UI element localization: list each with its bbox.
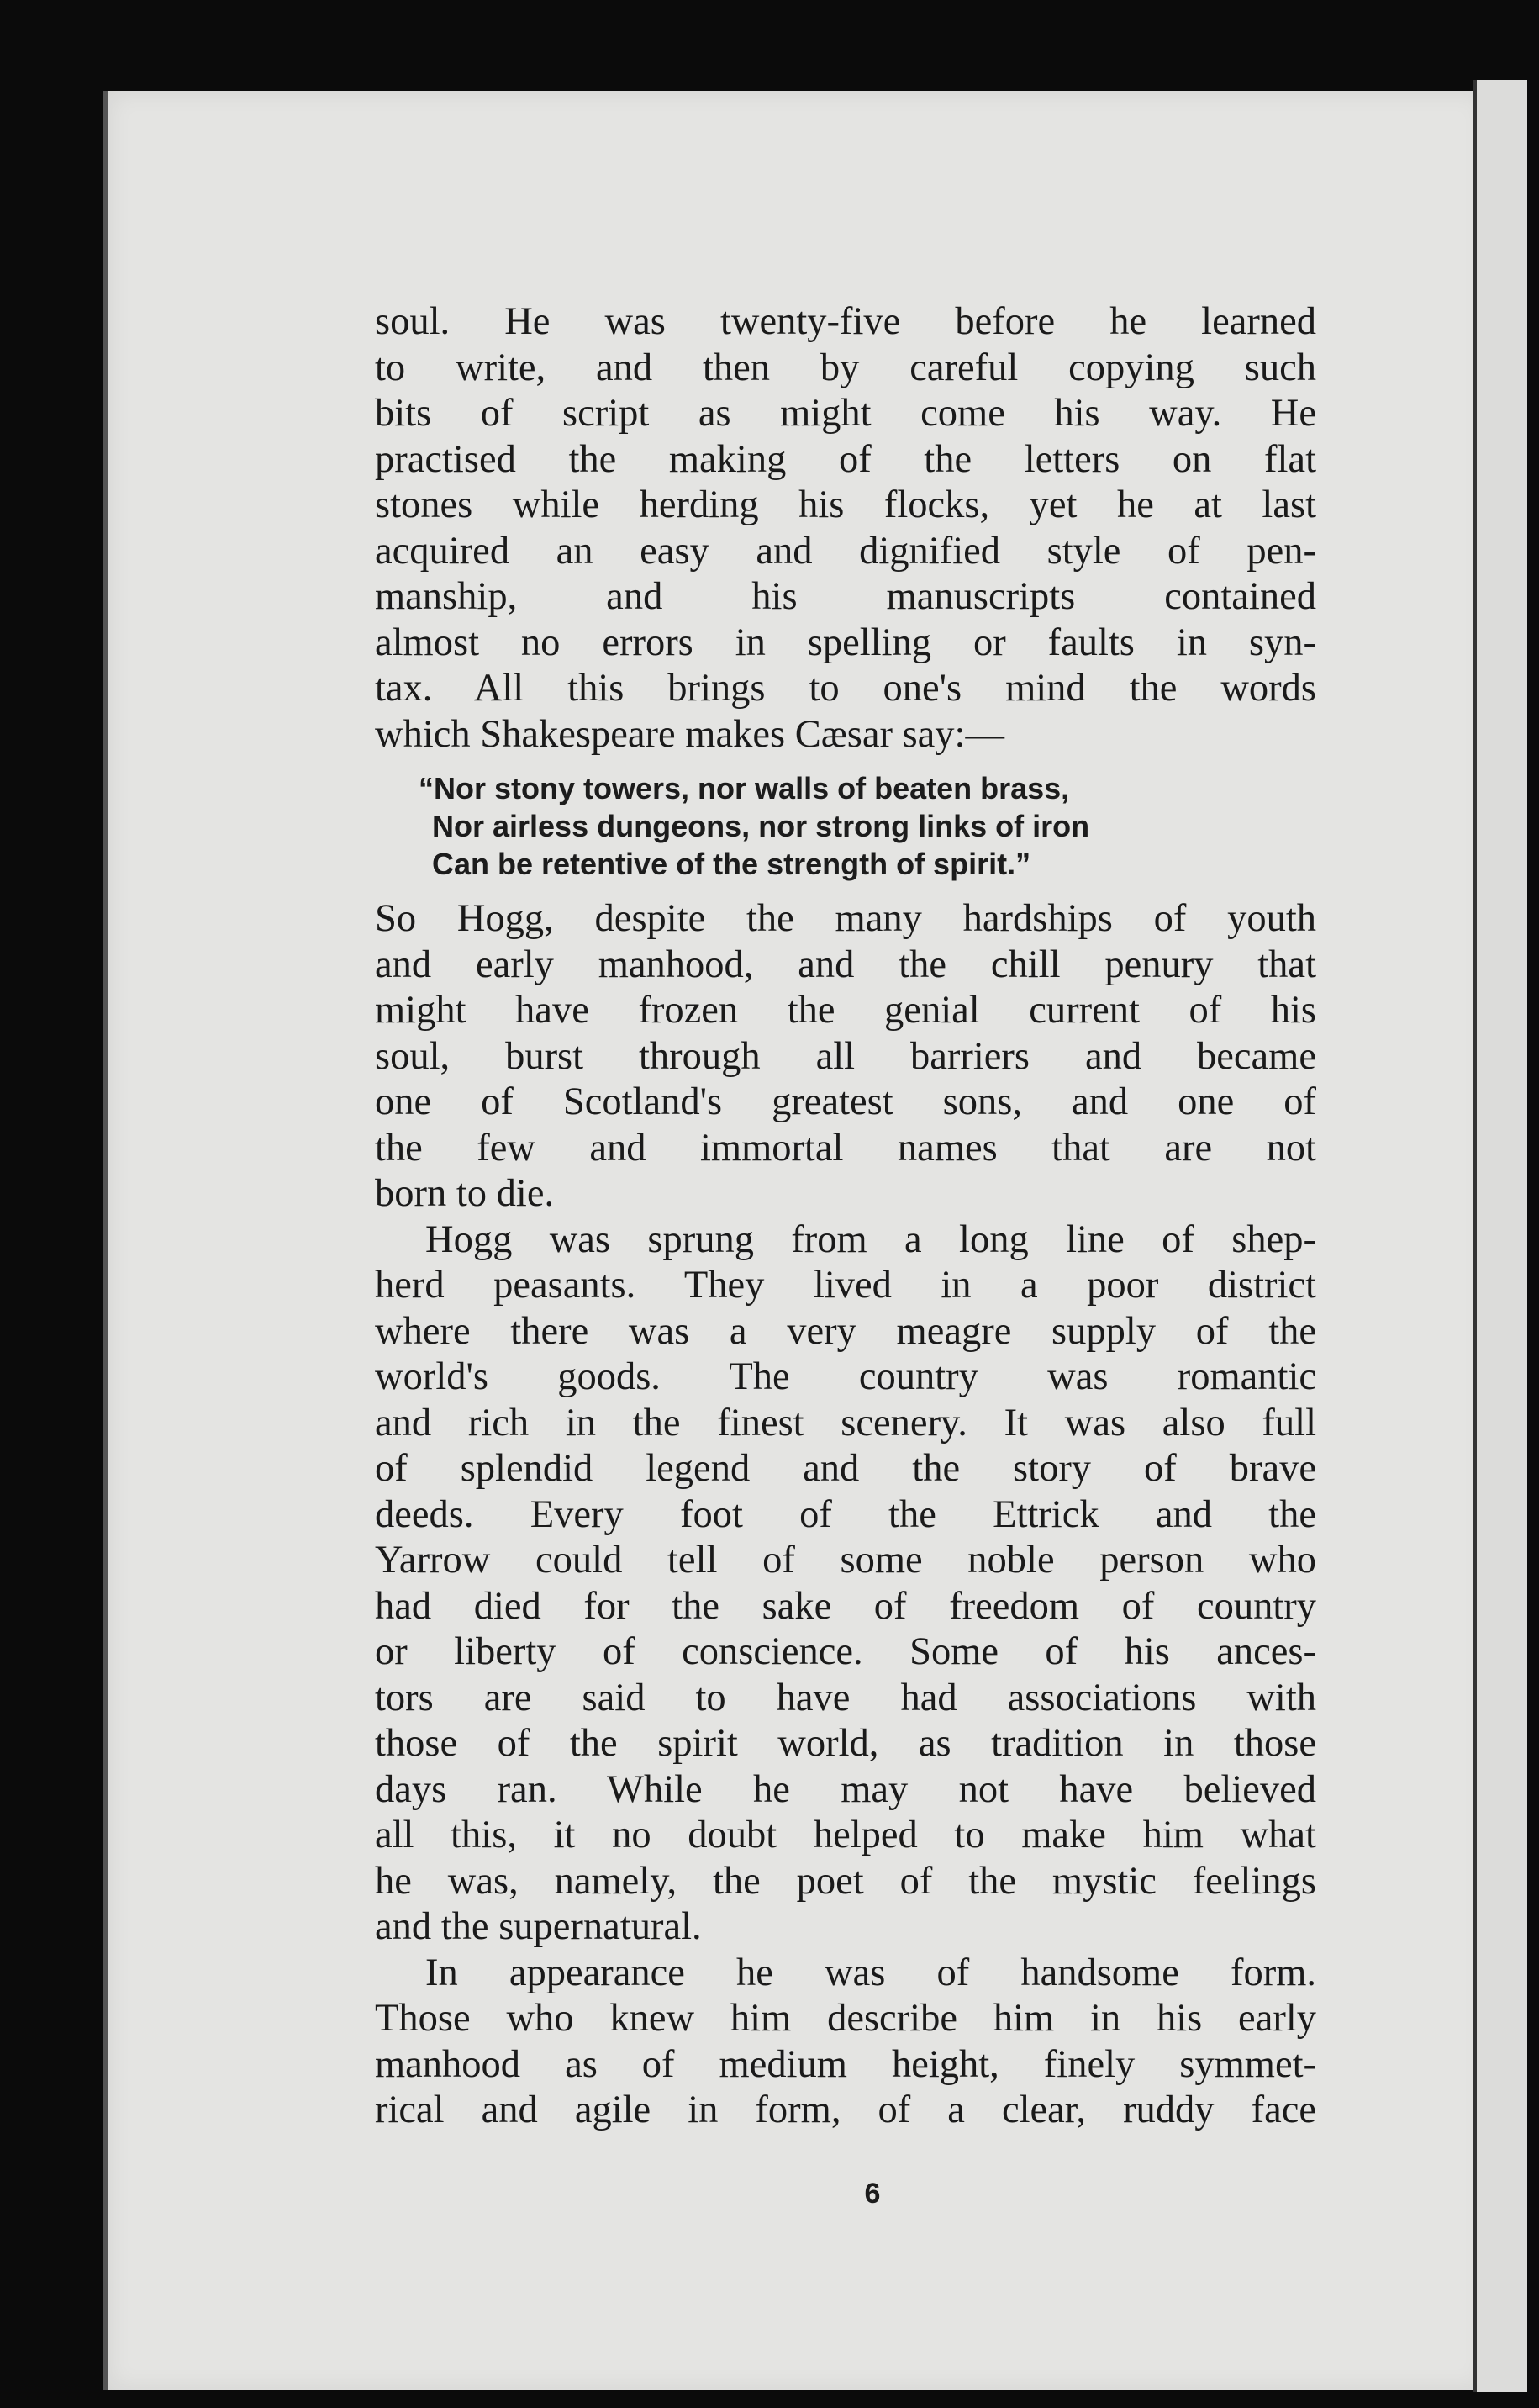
paragraph-4: [375, 1951, 1316, 2134]
text-line: world's goods. The country was romantic: [375, 1355, 1316, 1398]
text-line: acquired an easy and dignified style of pen-: [375, 529, 1316, 573]
text-line: born to die.: [375, 1172, 555, 1215]
page-body-text: [375, 299, 1316, 2134]
text-line: of splendid legend and the story of brave: [375, 1447, 1316, 1490]
text-line: he was, namely, the poet of the mystic feelings: [375, 1859, 1316, 1903]
quote-line: Nor airless dungeons, nor strong links of iron: [432, 809, 1090, 843]
text-line: where there was a very meagre supply of the: [375, 1309, 1316, 1353]
text-line: to write, and then by careful copying such: [375, 346, 1316, 389]
text-line: Hogg was sprung from a long line of shep-: [425, 1217, 1316, 1261]
text-line: had died for the sake of freedom of country: [375, 1584, 1316, 1628]
quote-line: Can be retentive of the strength of spirit.”: [432, 847, 1031, 881]
text-line: stones while herding his flocks, yet he at last: [375, 483, 1316, 526]
quote-line: “Nor stony towers, nor walls of beaten brass,: [419, 771, 1070, 805]
text-line: one of Scotland's greatest sons, and one of: [375, 1080, 1316, 1123]
text-line: rical and agile in form, of a clear, ruddy face: [375, 2089, 1316, 2131]
text-line: soul, burst through all barriers and became: [375, 1034, 1316, 1078]
page-number: 6: [864, 2178, 881, 2210]
text-line: and rich in the finest scenery. It was also full: [375, 1401, 1316, 1444]
text-line: manhood as of medium height, finely symmet-: [375, 2042, 1316, 2086]
paragraph-2: [375, 896, 1316, 1217]
adjacent-page-edge: [1473, 80, 1527, 2392]
text-line: Those who knew him describe him in his early: [375, 1997, 1316, 2040]
text-line: the few and immortal names that are not: [375, 1126, 1316, 1170]
text-line: those of the spirit world, as tradition in those: [375, 1722, 1316, 1765]
paragraph-3: [375, 1217, 1316, 1951]
text-line: soul. He was twenty-five before he learned: [375, 300, 1316, 343]
text-line: all this, it no doubt helped to make him what: [375, 1814, 1316, 1856]
shakespeare-quote: [419, 769, 1316, 883]
text-line: and the supernatural.: [375, 1905, 702, 1948]
text-line: practised the making of the letters on flat: [375, 437, 1316, 481]
paragraph-1: [375, 299, 1316, 758]
text-line: Yarrow could tell of some noble person who: [375, 1539, 1316, 1582]
text-line: herd peasants. They lived in a poor district: [375, 1264, 1316, 1307]
text-line: or liberty of conscience. Some of his ances-: [375, 1630, 1316, 1673]
text-line: which Shakespeare makes Cæsar say:—: [375, 712, 1004, 756]
text-line: might have frozen the genial current of his: [375, 989, 1316, 1032]
text-line: deeds. Every foot of the Ettrick and the: [375, 1492, 1316, 1536]
text-line: manship, and his manuscripts contained: [375, 575, 1316, 618]
text-line: So Hogg, despite the many hardships of youth: [375, 897, 1316, 940]
text-line: and early manhood, and the chill penury that: [375, 943, 1316, 986]
text-line: days ran. While he may not have believed: [375, 1767, 1316, 1811]
text-line: In appearance he was of handsome form.: [425, 1951, 1316, 1994]
text-line: tors are said to have had associations with: [375, 1676, 1316, 1719]
text-line: almost no errors in spelling or faults in syn-: [375, 620, 1316, 664]
text-line: tax. All this brings to one's mind the words: [375, 667, 1316, 710]
text-line: bits of script as might come his way. He: [375, 392, 1316, 435]
